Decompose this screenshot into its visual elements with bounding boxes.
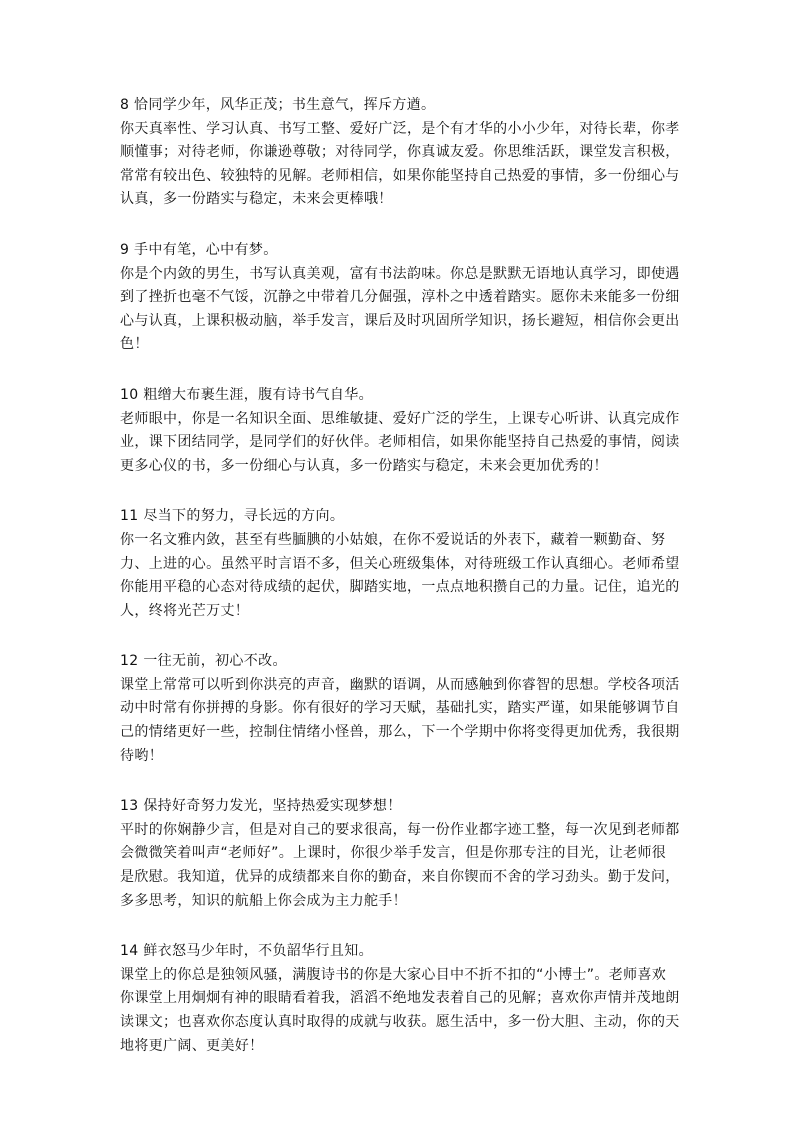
- comment-entry-11: [120, 505, 680, 623]
- comment-entry-10: [120, 384, 680, 478]
- entry-body: 你是个内敛的男生，书写认真美观，富有书法韵味。你总是默默无语地认真学习，即使遇到了挫折也毫不气馁，沉静之中带着几分倔强，淳朴之中透着踏实。愿你未来能多一份细心与认真，上课积极动脑，举手发言，课后及时巩固所学知识，扬长避短，相信你会更出色！: [120, 265, 680, 353]
- entry-body: 你一名文雅内敛，甚至有些腼腆的小姑娘，在你不爱说话的外表下，藏着一颗勤奋、努力、上进的心。虽然平时言语不多，但关心班级集体，对待班级工作认真细心。老师希望你能用平稳的心态对待成绩的起伏，脚踏实地，一点点地积攒自己的力量。记住，追光的人，终将光芒万丈！: [120, 531, 680, 619]
- entry-title: 8 恰同学少年，风华正茂；书生意气，挥斥方遒。: [120, 97, 436, 113]
- comment-entry-12: [120, 650, 680, 768]
- document-page: [120, 94, 680, 1085]
- entry-title: 9 手中有笔，心中有梦。: [120, 241, 278, 258]
- entry-title: 13 保持好奇努力发光，坚持热爱实现梦想！: [120, 798, 402, 815]
- comment-entry-8: [120, 94, 680, 212]
- entry-body: 老师眼中，你是一名知识全面、思维敏捷、爱好广泛的学生，上课专心听讲、认真完成作业，课下团结同学，是同学们的好伙伴。老师相信，如果你能坚持自己热爱的事情，阅读更多心仪的书，多一份细心与认真，多一份踏实与稳定，未来会更加优秀的！: [120, 410, 680, 474]
- comment-entry-14: [120, 940, 680, 1058]
- entry-title: 12 一往无前，初心不改。: [120, 653, 287, 670]
- entry-body: 课堂上常常可以听到你洪亮的声音，幽默的语调，从而感触到你睿智的思想。学校各项活动中时常有你拼搏的身影。你有很好的学习天赋，基础扎实，踏实严谨，如果能够调节自己的情绪更好一些，控制住情绪小怪兽，那么，下一个学期中你将变得更加优秀，我很期待哟！: [120, 676, 680, 764]
- entry-title: 14 鲜衣怒马少年时，不负韶华行且知。: [120, 943, 373, 960]
- comment-entry-13: [120, 795, 680, 913]
- entry-title: 11 尽当下的努力，寻长远的方向。: [120, 508, 345, 525]
- entry-body: 平时的你娴静少言，但是对自己的要求很高，每一份作业都字迹工整，每一次见到老师都会微微笑着叫声“老师好”。上课时，你很少举手发言，但是你那专注的目光，让老师很是欣慰。我知道，优异的成绩都来自你的勤奋，来自你锲而不舍的学习劲头。勤于发问，多多思考，知识的航船上你会成为主力舵手！: [120, 821, 680, 909]
- entry-body: 课堂上的你总是独领风骚，满腹诗书的你是大家心目中不折不扣的“小博士”。老师喜欢你课堂上用炯炯有神的眼睛看着我，滔滔不绝地发表着自己的见解；喜欢你声情并茂地朗读课文；也喜欢你态度认真时取得的成就与收获。愿生活中，多一份大胆、主动，你的天地将更广阔、更美好！: [120, 966, 680, 1054]
- entry-body: 你天真率性、学习认真、书写工整、爱好广泛，是个有才华的小小少年，对待长辈，你孝顺懂事；对待老师，你谦逊尊敬；对待同学，你真诚友爱。你思维活跃，课堂发言积极，常常有较出色、较独特的见解。老师相信，如果你能坚持自己热爱的事情，多一份细心与认真，多一份踏实与稳定，未来会更棒哦！: [120, 120, 680, 208]
- entry-title: 10 粗缯大布裹生涯，腹有诗书气自华。: [120, 386, 373, 403]
- comment-entry-9: [120, 239, 680, 357]
